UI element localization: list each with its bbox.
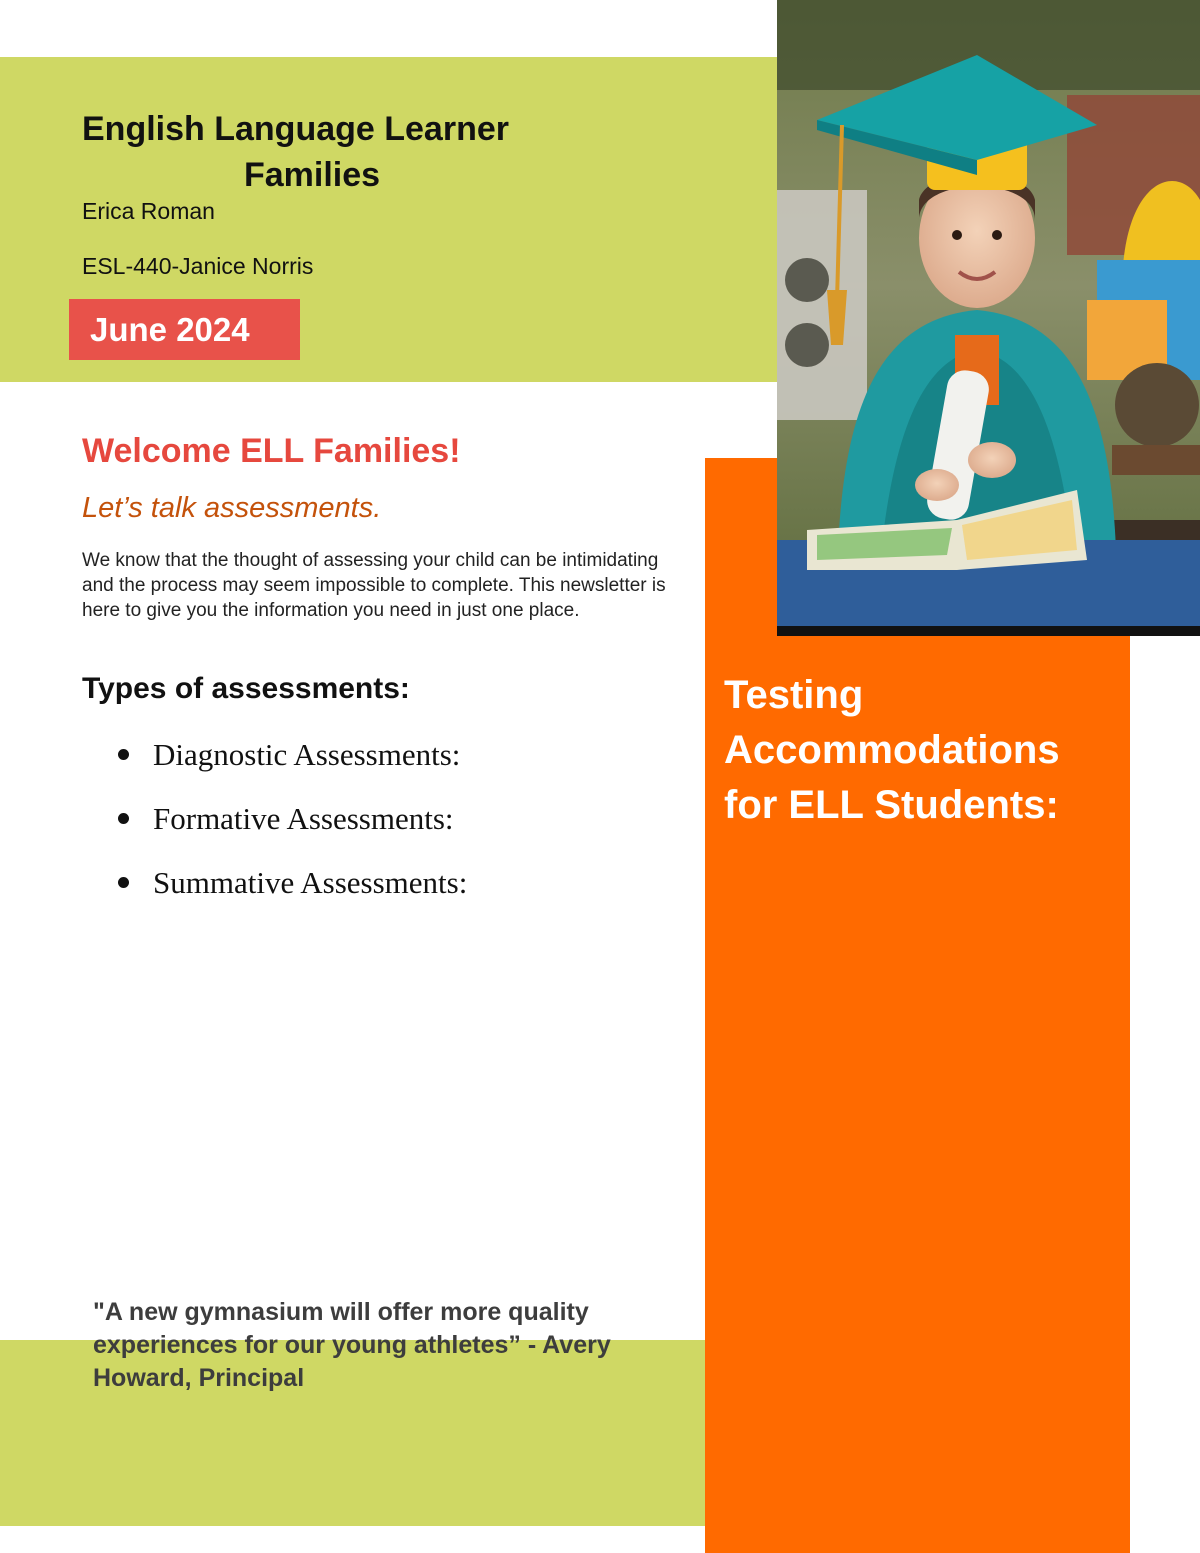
list-item [112,861,467,925]
list-item [112,797,467,861]
graduate-child-photo [777,0,1200,636]
principal-quote: "A new gymnasium will offer more quality experiences for our young athletes” - Avery Howard, Principal [93,1298,611,1392]
newsletter-title [82,106,602,198]
date-badge: June 2024 [69,299,300,360]
list-item-label: Formative Assessments: [153,801,454,836]
title-line-1: English Language Learner [82,110,509,148]
list-item [112,733,467,797]
bullet-icon [118,749,129,760]
photo-illustration [777,0,1200,636]
assessment-types-list [112,733,467,925]
course-name: ESL-440-Janice Norris [82,253,314,279]
list-item-label: Diagnostic Assessments: [153,737,461,772]
list-item-label: Summative Assessments: [153,865,468,900]
intro-paragraph: We know that the thought of assessing your child can be intimidating and the process may seem impossible to complete. This newsletter is here to give you the information you need in just one place. [82,550,666,621]
bullet-icon [118,877,129,888]
bullet-icon [118,813,129,824]
author-name: Erica Roman [82,198,215,224]
welcome-subheading: Let’s talk assessments. [82,492,382,524]
welcome-heading: Welcome ELL Families! [82,432,461,470]
title-line-2: Families [244,156,381,194]
assessment-types-heading: Types of assessments: [82,672,410,705]
accommodations-heading: Testing Accommodations for ELL Students: [724,673,1060,827]
